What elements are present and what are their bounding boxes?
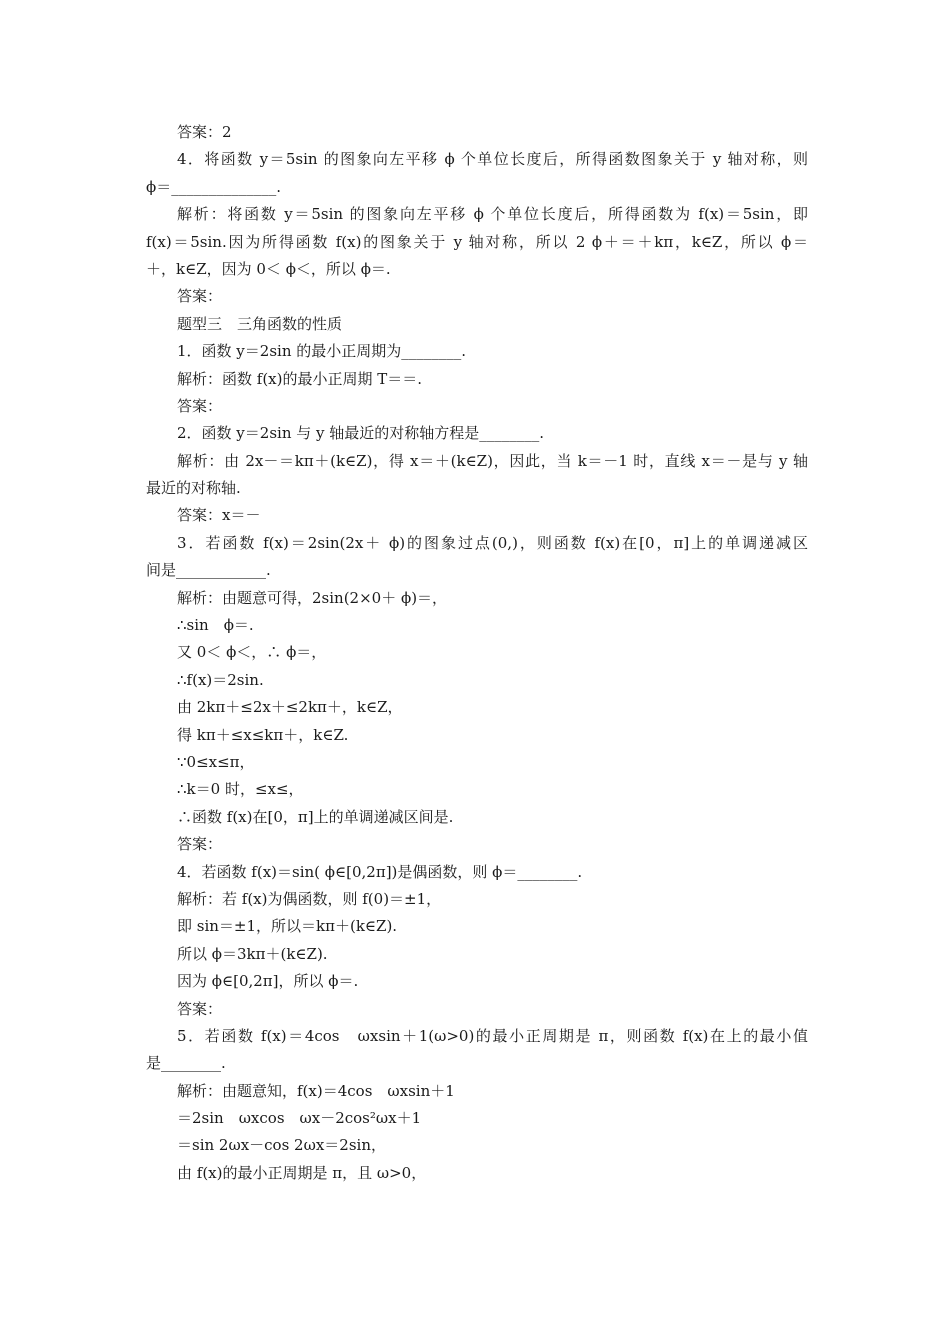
text-line: 1．函数 y＝2sin 的最小正周期为________. bbox=[177, 342, 467, 361]
text-line: 5．若函数 f(x)＝4cos ωxsin＋1(ω>0)的最小正周期是 π，则函数 f(x)在上的最小值 bbox=[177, 1026, 808, 1045]
text-line: 解析：由题意可得，2sin(2×0＋ ϕ)＝， bbox=[177, 588, 448, 607]
text-line: ∴k＝0 时，≤x≤， bbox=[177, 780, 304, 799]
text-line: ＝2sin ωxcos ωx－2cos²ωx＋1 bbox=[177, 1109, 422, 1128]
text-line: 答案： bbox=[177, 999, 223, 1018]
text-line: 解析：由 2x－＝kπ＋(k∈Z)，得 x＝＋(k∈Z)，因此，当 k＝－1 时，直线 x＝－是与 y 轴 bbox=[177, 451, 808, 470]
text-line: 2．函数 y＝2sin 与 y 轴最近的对称轴方程是________. bbox=[177, 424, 545, 443]
text-line: 最近的对称轴. bbox=[146, 479, 241, 498]
text-line: ∴f(x)＝2sin. bbox=[177, 670, 264, 689]
text-line: 4．将函数 y＝5sin 的图象向左平移 ϕ 个单位长度后，所得函数图象关于 y 轴对称，则 bbox=[177, 150, 808, 169]
text-line: 是________. bbox=[146, 1054, 226, 1073]
text-line: 解析：若 f(x)为偶函数，则 f(0)＝±1， bbox=[177, 889, 442, 908]
text-line: ＝sin 2ωx－cos 2ωx＝2sin， bbox=[177, 1136, 386, 1155]
text-line: 3．若函数 f(x)＝2sin(2x＋ ϕ)的图象过点(0,)，则函数 f(x)在[0，π]上的单调递减区 bbox=[177, 533, 808, 552]
text-line: ∵0≤x≤π， bbox=[177, 752, 255, 771]
text-line: 即 sin＝±1，所以＝kπ＋(k∈Z). bbox=[177, 917, 398, 936]
text-line: 答案：2 bbox=[177, 123, 232, 141]
text-line: 得 kπ＋≤x≤kπ＋，k∈Z. bbox=[177, 725, 349, 744]
text-line: 答案： bbox=[177, 396, 223, 415]
text-line: 答案： bbox=[177, 835, 223, 854]
text-line: 答案： bbox=[177, 287, 223, 306]
text-line: 因为 ϕ∈[0,2π]，所以 ϕ＝. bbox=[177, 972, 359, 991]
text-line: 由 f(x)的最小正周期是 π，且 ω>0， bbox=[177, 1163, 427, 1182]
text-line: 题型三 三角函数的性质 bbox=[177, 314, 343, 333]
text-line: 又 0＜ ϕ＜，∴ ϕ＝， bbox=[177, 643, 327, 662]
text-line: ∴sin ϕ＝. bbox=[177, 616, 254, 635]
text-line: 解析：将函数 y＝5sin 的图象向左平移 ϕ 个单位长度后，所得函数为 f(x)＝5sin，即 bbox=[177, 205, 808, 224]
text-line: 由 2kπ＋≤2x＋≤2kπ＋，k∈Z， bbox=[177, 698, 403, 717]
text-line: 解析：由题意知，f(x)＝4cos ωxsin＋1 bbox=[177, 1081, 455, 1100]
text-line: ＋，k∈Z，因为 0＜ ϕ＜，所以 ϕ＝. bbox=[146, 259, 391, 278]
text-line: f(x)＝5sin.因为所得函数 f(x)的图象关于 y 轴对称，所以 2 ϕ＋＝＋kπ，k∈Z，所以 ϕ＝ bbox=[146, 232, 808, 251]
text-line: ϕ＝______________. bbox=[146, 177, 281, 196]
text-line: 解析：函数 f(x)的最小正周期 T＝＝. bbox=[177, 369, 423, 388]
text-line: ∴函数 f(x)在[0，π]上的单调递减区间是. bbox=[177, 807, 454, 826]
text-line: 答案：x＝－ bbox=[177, 506, 261, 525]
text-line: 间是____________. bbox=[146, 561, 271, 580]
text-line: 所以 ϕ＝3kπ＋(k∈Z). bbox=[177, 944, 328, 963]
text-line: 4．若函数 f(x)＝sin( ϕ∈[0,2π])是偶函数，则 ϕ＝________. bbox=[177, 862, 583, 881]
